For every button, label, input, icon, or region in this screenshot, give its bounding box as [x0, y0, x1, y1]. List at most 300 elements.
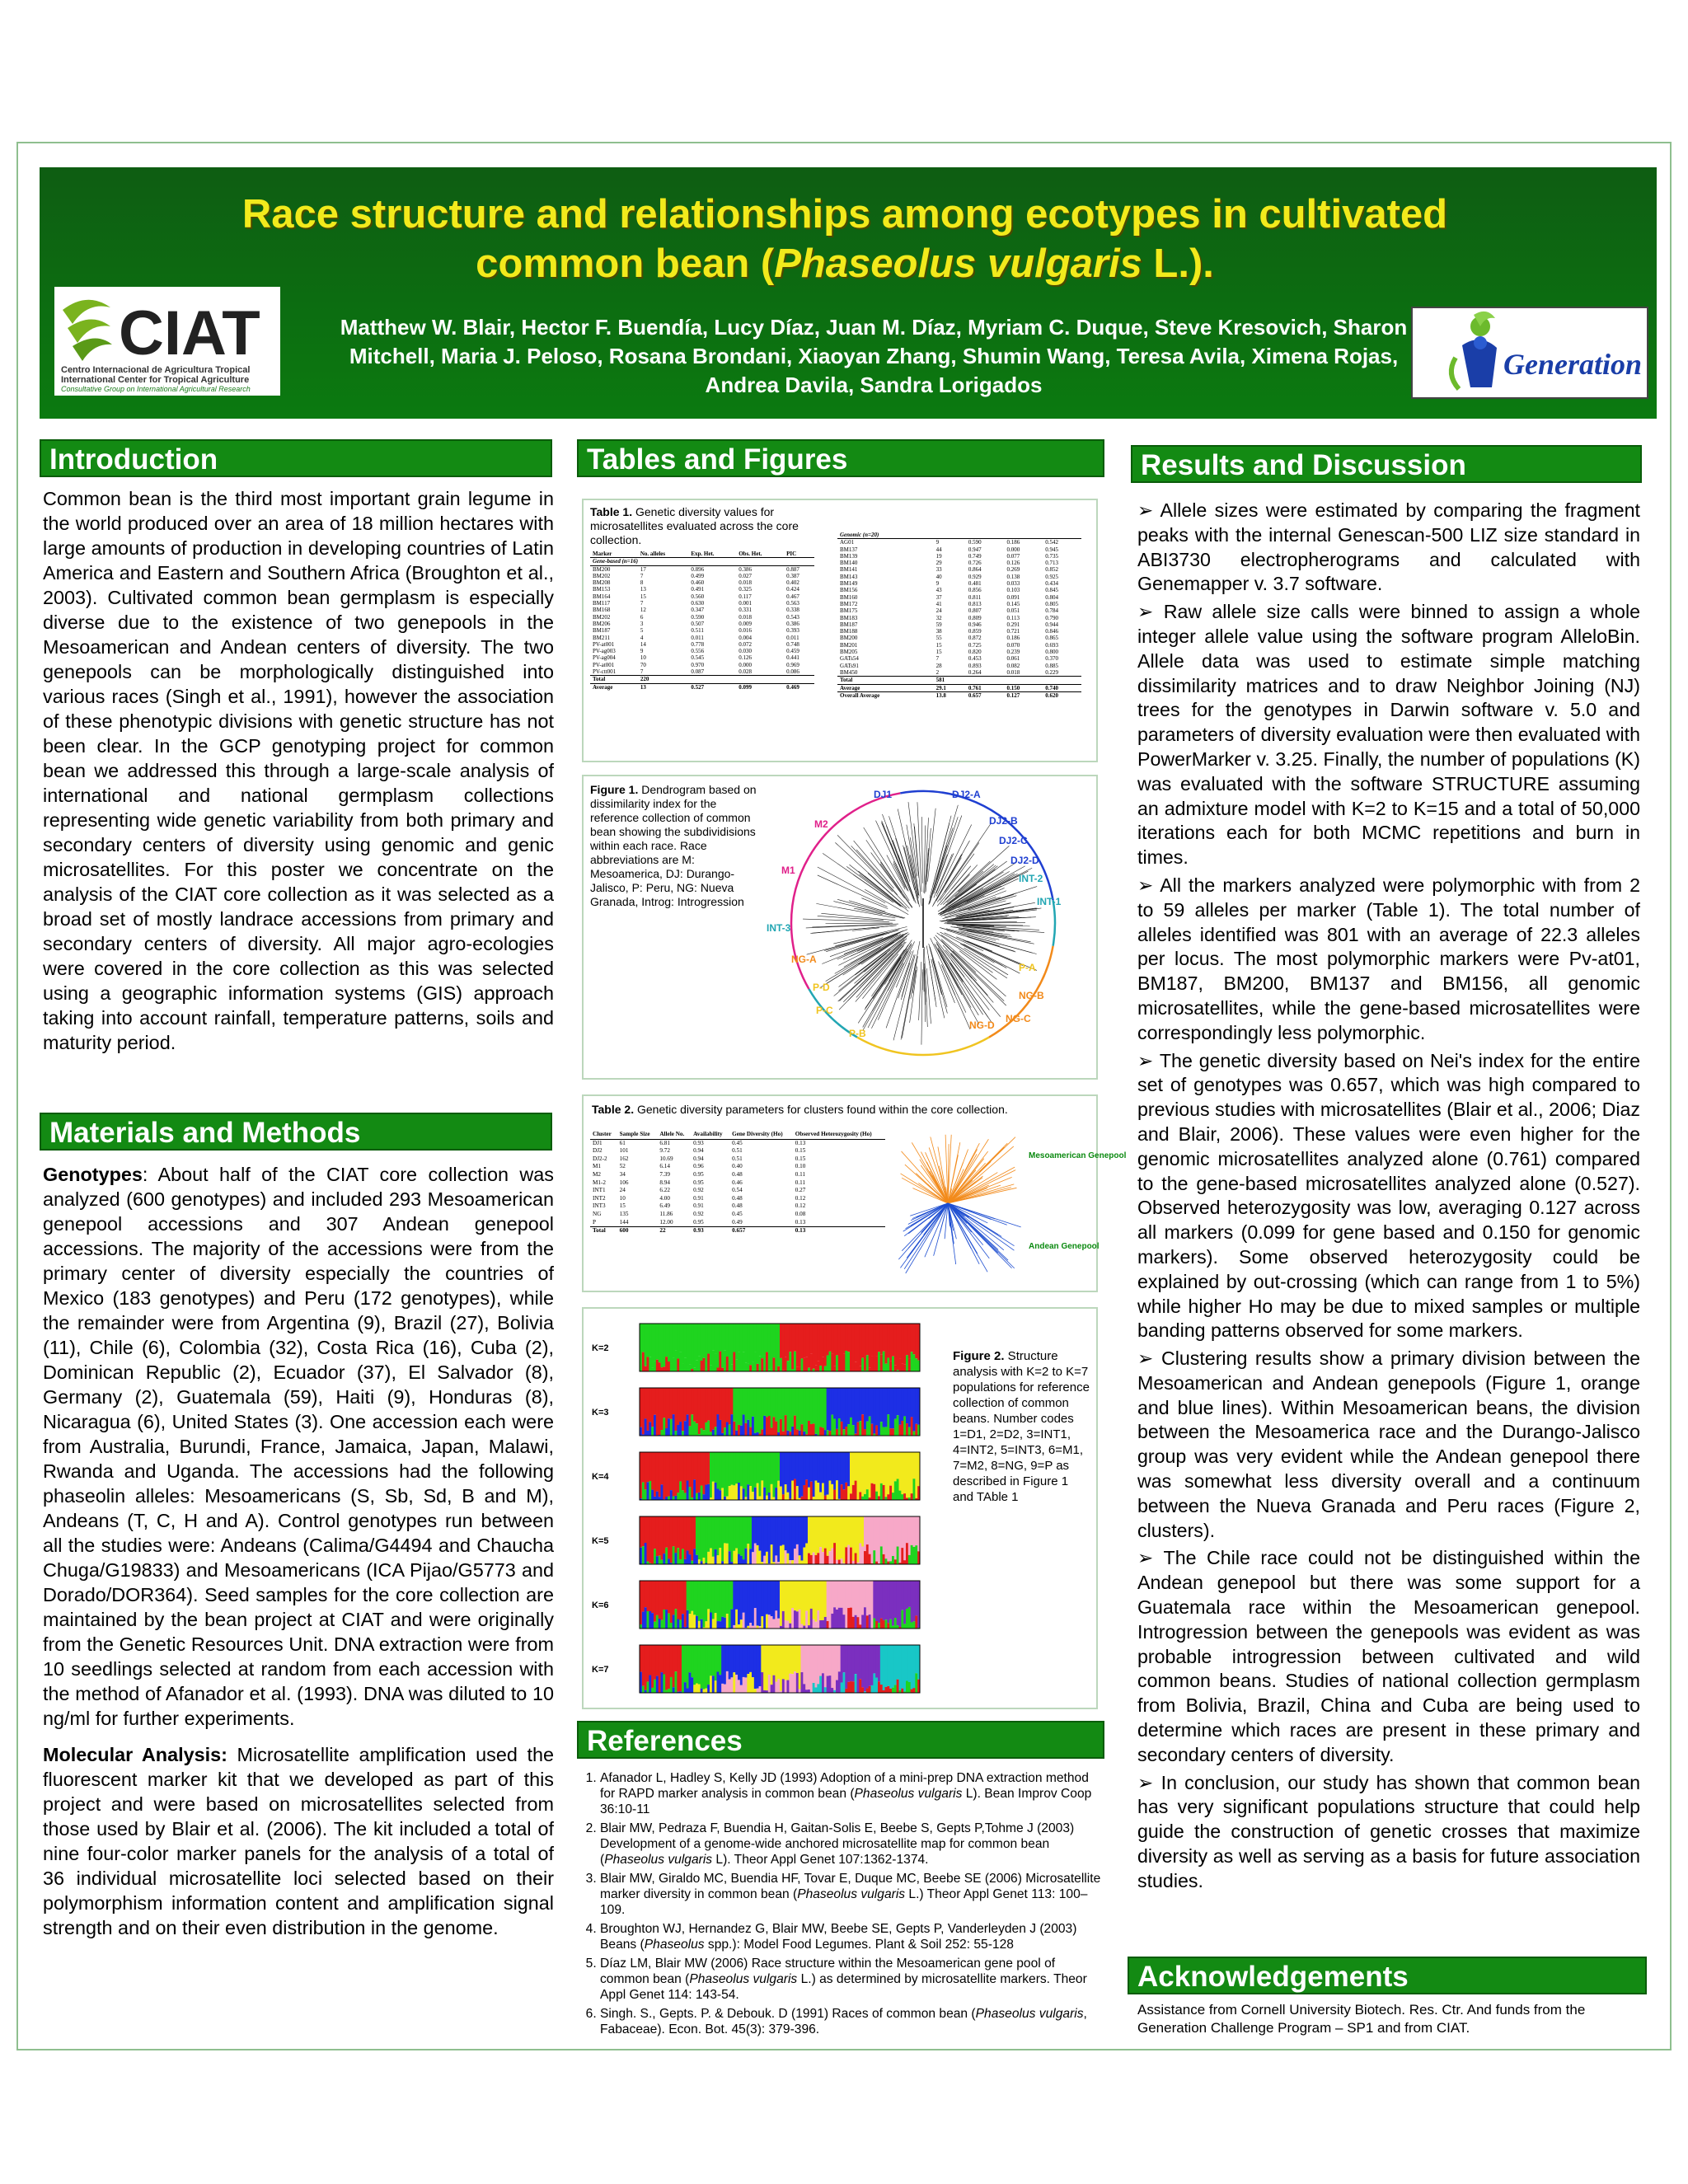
structure-bar [642, 1388, 645, 1434]
structure-bar [845, 1452, 847, 1483]
structure-bar [791, 1674, 794, 1693]
dendrogram-branch [929, 805, 959, 905]
structure-bar [747, 1581, 749, 1626]
structure-bar [864, 1581, 866, 1607]
structure-bar [684, 1358, 687, 1371]
structure-bar [859, 1581, 861, 1624]
structure-bar [852, 1561, 855, 1564]
structure-bar [649, 1388, 651, 1422]
structure-bar [729, 1452, 731, 1486]
structure-bar [766, 1516, 768, 1552]
structure-bar [696, 1581, 698, 1616]
structure-bar [894, 1419, 897, 1436]
structure-bar [822, 1427, 824, 1436]
structure-bar [647, 1431, 649, 1436]
structure-bar [789, 1674, 791, 1693]
structure-bar [763, 1488, 766, 1500]
dendrogram-branch [917, 802, 921, 892]
structure-bar [847, 1581, 850, 1608]
table-row: GATs54 7 0.453 0.061 0.370 [840, 655, 1058, 663]
structure-bar [661, 1484, 663, 1500]
structure-bar [852, 1645, 855, 1681]
structure-bar [733, 1581, 735, 1625]
structure-bar [883, 1645, 885, 1690]
structure-bar [710, 1549, 712, 1564]
structure-bar [887, 1645, 889, 1686]
structure-bar [724, 1324, 726, 1351]
structure-bar [761, 1516, 763, 1562]
structure-bar [803, 1485, 805, 1500]
structure-bar [682, 1388, 684, 1431]
structure-bar [908, 1388, 911, 1427]
dendrogram-cluster-label: NG-A [791, 954, 817, 965]
structure-bar [903, 1416, 906, 1436]
structure-bar [829, 1324, 832, 1352]
structure-bar [645, 1324, 647, 1366]
structure-bar [682, 1452, 684, 1490]
structure-bar [679, 1452, 682, 1481]
structure-bar [673, 1581, 675, 1615]
structure-bar [743, 1645, 745, 1677]
structure-bar [717, 1621, 720, 1629]
structure-bar [787, 1680, 790, 1693]
structure-bar [915, 1388, 917, 1424]
structure-bar [719, 1621, 721, 1629]
structure-bar [831, 1484, 833, 1500]
structure-bar [805, 1690, 808, 1693]
structure-bar [717, 1367, 720, 1371]
structure-bar [679, 1481, 682, 1500]
structure-bar [712, 1619, 715, 1629]
structure-bar [721, 1516, 724, 1561]
structure-bar [707, 1421, 710, 1436]
structure-bar [878, 1681, 880, 1693]
dendrogram-cluster-label: P-C [816, 1005, 833, 1016]
structure-bar [726, 1614, 729, 1629]
structure-bar [729, 1324, 731, 1361]
structure-bar [913, 1324, 916, 1354]
ciat-logo-sub-1: Centro Internacional de Agricultura Tropical [61, 365, 251, 375]
meso-branch [926, 1162, 948, 1203]
structure-bar [803, 1516, 805, 1548]
structure-bar [845, 1351, 847, 1371]
structure-bar [729, 1516, 731, 1551]
structure-bar [836, 1645, 838, 1680]
structure-bar [752, 1581, 754, 1626]
structure-bar [738, 1352, 740, 1371]
structure-bar [789, 1645, 791, 1674]
dendrogram-branch [837, 835, 893, 892]
structure-bar [843, 1452, 846, 1489]
structure-bar [899, 1516, 902, 1563]
structure-bar [803, 1684, 805, 1693]
structure-bar [726, 1516, 729, 1544]
structure-bar [889, 1619, 892, 1629]
structure-bar [698, 1493, 701, 1500]
structure-bar [654, 1581, 656, 1622]
arrow-bullet-icon: ➢ [1137, 1347, 1161, 1370]
structure-bar [875, 1645, 878, 1678]
structure-bar [656, 1645, 659, 1676]
structure-bar [691, 1677, 693, 1693]
structure-bar [829, 1388, 832, 1431]
structure-bar [787, 1388, 790, 1431]
dendrogram-branch [931, 959, 945, 1019]
structure-bar [752, 1388, 754, 1417]
structure-bar [684, 1516, 687, 1559]
structure-bar [782, 1432, 785, 1436]
structure-bar [642, 1516, 645, 1546]
structure-bar [717, 1581, 720, 1621]
structure-bar [684, 1493, 687, 1500]
structure-bar [724, 1497, 726, 1500]
structure-bar [897, 1547, 899, 1564]
structure-bar [726, 1671, 729, 1693]
structure-bar [707, 1452, 710, 1484]
structure-bar [733, 1352, 735, 1371]
structure-bar [847, 1424, 850, 1436]
structure-bar [906, 1423, 908, 1436]
structure-bar [715, 1354, 717, 1371]
structure-bar [847, 1516, 850, 1545]
structure-bar [661, 1645, 663, 1672]
structure-bar [682, 1364, 684, 1371]
structure-bar [721, 1617, 724, 1629]
structure-bar [775, 1610, 777, 1629]
structure-bar [740, 1685, 743, 1693]
structure-bar [815, 1645, 818, 1687]
structure-bar [743, 1581, 745, 1613]
structure-bar [787, 1431, 790, 1436]
structure-bar [799, 1689, 801, 1693]
structure-bar [773, 1357, 776, 1371]
structure-bar [675, 1431, 678, 1436]
structure-bar [789, 1352, 791, 1371]
dendrogram-cluster-label: M1 [781, 865, 795, 876]
structure-bar [829, 1481, 832, 1500]
table-row: BM168 12 0.347 0.331 0.338 [593, 607, 799, 614]
structure-bar [715, 1581, 717, 1613]
structure-bar [780, 1487, 782, 1500]
structure-bar [789, 1452, 791, 1499]
structure-bar [743, 1388, 745, 1414]
structure-bar [724, 1427, 726, 1436]
structure-bar [757, 1625, 759, 1629]
structure-bar [705, 1621, 707, 1629]
structure-bar [668, 1581, 670, 1614]
structure-bar [866, 1388, 869, 1422]
structure-bar [829, 1675, 832, 1693]
structure-bar [908, 1581, 911, 1607]
molecular-paragraph: Molecular Analysis: Microsatellite amplification used the fluorescent marker kit that we developed as part of this project and were based on microsatellites selected from those used by Blair et al. (2006). The kit included a total of nine four-color marker panels for the analysis of a total of 36 individual microsatellite loci selected based on their polymorphism information content and amplification signal strength and on their even distribution in the genome. [43, 1744, 554, 1938]
structure-bar [875, 1562, 878, 1564]
structure-bar [684, 1324, 687, 1358]
structure-bar [785, 1415, 787, 1436]
dendrogram-cluster-label: INT-3 [767, 922, 791, 934]
structure-bar [901, 1689, 903, 1693]
structure-bar [817, 1581, 819, 1610]
structure-bar [684, 1388, 687, 1421]
dendrogram-cluster-label: P-A [1019, 962, 1036, 973]
structure-bar [894, 1324, 897, 1366]
structure-bar [687, 1388, 689, 1414]
structure-bar [745, 1549, 748, 1564]
structure-bar [773, 1675, 776, 1693]
structure-bar [701, 1619, 703, 1629]
structure-bar [665, 1497, 668, 1500]
structure-bar [805, 1388, 808, 1434]
structure-bar [654, 1622, 656, 1629]
structure-bar [852, 1425, 855, 1436]
structure-bar [915, 1615, 917, 1629]
structure-bar [819, 1620, 822, 1629]
structure-bar [838, 1608, 841, 1629]
structure-bar [819, 1493, 822, 1500]
structure-bar [649, 1675, 651, 1693]
structure-bar [819, 1547, 822, 1564]
structure-bar [911, 1622, 913, 1629]
structure-bar [740, 1452, 743, 1486]
structure-bar [679, 1352, 682, 1371]
structure-bar [911, 1581, 913, 1622]
structure-bar [885, 1427, 888, 1436]
structure-bar [670, 1324, 673, 1364]
structure-bar [813, 1388, 815, 1423]
structure-bar [726, 1422, 729, 1436]
structure-bar [724, 1452, 726, 1497]
structure-bar [682, 1549, 684, 1564]
structure-bar [815, 1452, 818, 1480]
table-average-row: Average 29.1 0.761 0.150 0.740 [837, 684, 1081, 691]
structure-bar [701, 1324, 703, 1361]
structure-bar [771, 1324, 773, 1368]
structure-bar [731, 1645, 734, 1677]
table-row: BM188 38 0.859 0.721 0.846 [840, 628, 1058, 635]
structure-bar [871, 1452, 874, 1483]
structure-bar [673, 1358, 675, 1371]
structure-bar [892, 1581, 894, 1626]
structure-bar [850, 1581, 852, 1608]
structure-bar [785, 1620, 787, 1629]
structure-bar [801, 1516, 804, 1561]
structure-bar [663, 1452, 665, 1499]
structure-bar [693, 1479, 696, 1500]
structure-bar [813, 1553, 815, 1564]
table-1-genomic [837, 532, 1081, 699]
structure-bar [850, 1608, 852, 1629]
structure-bar [740, 1581, 743, 1619]
table-row: BM139 19 0.749 0.077 0.735 [840, 552, 1058, 560]
structure-bar [785, 1357, 787, 1371]
structure-bar [901, 1388, 903, 1421]
structure-bar [843, 1429, 846, 1436]
structure-bar [915, 1358, 917, 1371]
structure-bar [899, 1581, 902, 1627]
structure-bar [827, 1676, 829, 1693]
structure-bar [810, 1516, 813, 1555]
structure-bar [738, 1624, 740, 1629]
structure-bar [899, 1358, 902, 1371]
structure-bar [875, 1452, 878, 1492]
structure-bar [668, 1452, 670, 1496]
structure-bar [749, 1324, 752, 1365]
structure-bar [878, 1388, 880, 1435]
structure-bar [771, 1452, 773, 1484]
structure-bar [768, 1581, 771, 1615]
structure-bar [761, 1581, 763, 1616]
structure-bar [855, 1553, 857, 1564]
structure-bar [908, 1682, 911, 1693]
structure-bar [850, 1493, 852, 1500]
structure-bar [829, 1431, 832, 1436]
structure-bar [859, 1421, 861, 1436]
structure-bar [827, 1556, 829, 1564]
structure-bar [656, 1615, 659, 1629]
structure-bar [815, 1365, 818, 1371]
structure-bar [796, 1516, 799, 1544]
structure-bar [859, 1624, 861, 1629]
structure-bar [813, 1497, 815, 1500]
structure-bar [794, 1549, 796, 1564]
structure-bar [901, 1610, 903, 1629]
structure-bar [731, 1388, 734, 1414]
structure-bar [843, 1615, 846, 1629]
dendrogram-cluster-label: NG-D [969, 1019, 995, 1031]
structure-bar [808, 1368, 810, 1371]
structure-bar [721, 1368, 724, 1371]
structure-bar [875, 1516, 878, 1562]
structure-bar [691, 1414, 693, 1436]
structure-bar [661, 1620, 663, 1629]
structure-bar [677, 1425, 679, 1436]
structure-bar [883, 1324, 885, 1352]
structure-bar [815, 1516, 818, 1555]
k-label: K=3 [592, 1408, 609, 1418]
structure-bar [780, 1645, 782, 1691]
structure-bar [768, 1516, 771, 1563]
structure-bar [701, 1486, 703, 1500]
structure-bar [880, 1388, 883, 1422]
structure-bar [850, 1516, 852, 1548]
result-bullet: ➢ In conclusion, our study has shown that common bean has very significant populations structure that could help guide the construction of genetic crosses that maximize diversity as well as serving as a basis for future association studies. [1137, 1771, 1640, 1891]
structure-bar [801, 1581, 804, 1624]
table-1-caption: Table 1. Genetic diversity values for microsatellites evaluated across the core collection. [590, 505, 799, 546]
structure-bar [729, 1581, 731, 1628]
structure-bar [693, 1324, 696, 1367]
structure-bar [759, 1551, 762, 1564]
structure-bar [761, 1616, 763, 1629]
structure-bar [729, 1361, 731, 1371]
structure-bar [771, 1484, 773, 1500]
structure-bar [682, 1516, 684, 1549]
structure-bar [754, 1544, 757, 1564]
structure-bar [836, 1610, 838, 1629]
structure-bar [880, 1516, 883, 1546]
structure-bar [894, 1581, 897, 1618]
structure-bar [903, 1624, 906, 1629]
structure-bar [745, 1388, 748, 1423]
structure-bar [796, 1452, 799, 1486]
structure-bar [684, 1581, 687, 1627]
structure-bar [654, 1388, 656, 1415]
structure-bar [687, 1550, 689, 1564]
structure-bar [906, 1516, 908, 1543]
structure-bar [679, 1559, 682, 1564]
structure-bar [724, 1618, 726, 1629]
structure-bar [656, 1324, 659, 1360]
structure-bar [693, 1452, 696, 1479]
structure-bar [726, 1388, 729, 1422]
structure-bar [771, 1581, 773, 1616]
structure-bar [883, 1620, 885, 1629]
structure-bar [703, 1516, 706, 1558]
structure-bar [822, 1620, 824, 1629]
structure-bar [794, 1388, 796, 1416]
structure-bar [766, 1645, 768, 1690]
structure-bar [763, 1581, 766, 1629]
table-row: INT1 24 6.22 0.92 0.54 0.27 [593, 1187, 806, 1194]
structure-bar [740, 1556, 743, 1564]
structure-bar [682, 1431, 684, 1436]
structure-bar [915, 1424, 917, 1436]
structure-bar [875, 1492, 878, 1500]
structure-bar [670, 1645, 673, 1677]
structure-bar [843, 1489, 846, 1500]
structure-bar [899, 1645, 902, 1690]
structure-bar [889, 1689, 892, 1693]
structure-bar [852, 1388, 855, 1425]
structure-bar [745, 1423, 748, 1436]
structure-bar [682, 1324, 684, 1364]
structure-bar [815, 1555, 818, 1564]
structure-bar [780, 1388, 782, 1419]
table-row: BM208 8 0.460 0.018 0.402 [593, 579, 799, 587]
structure-bar [833, 1388, 836, 1419]
structure-bar [866, 1422, 869, 1436]
structure-bar [880, 1645, 883, 1685]
structure-bar [735, 1675, 738, 1693]
structure-bar [647, 1611, 649, 1629]
figure-2-structure-plots [590, 1317, 936, 1704]
structure-bar [843, 1645, 846, 1672]
structure-bar [913, 1432, 916, 1436]
structure-bar [813, 1683, 815, 1693]
structure-bar [836, 1581, 838, 1610]
structure-bar [754, 1388, 757, 1433]
structure-bar [866, 1516, 869, 1544]
structure-bar [913, 1479, 916, 1500]
structure-bar [719, 1675, 721, 1693]
structure-bar [724, 1645, 726, 1685]
structure-bar [721, 1452, 724, 1488]
structure-bar [838, 1418, 841, 1436]
structure-bar [719, 1581, 721, 1621]
table-row: P 144 12.00 0.95 0.49 0.13 [593, 1218, 806, 1226]
structure-bar [763, 1516, 766, 1556]
structure-bar [861, 1687, 864, 1693]
structure-bar [735, 1324, 738, 1360]
structure-bar [665, 1690, 668, 1693]
structure-bar [787, 1581, 790, 1621]
structure-bar [647, 1324, 649, 1357]
structure-bar [822, 1388, 824, 1427]
structure-bar [799, 1610, 801, 1629]
structure-bar [768, 1675, 771, 1693]
structure-bar [789, 1432, 791, 1436]
structure-bar [738, 1425, 740, 1436]
structure-bar [645, 1516, 647, 1543]
structure-bar [836, 1355, 838, 1371]
